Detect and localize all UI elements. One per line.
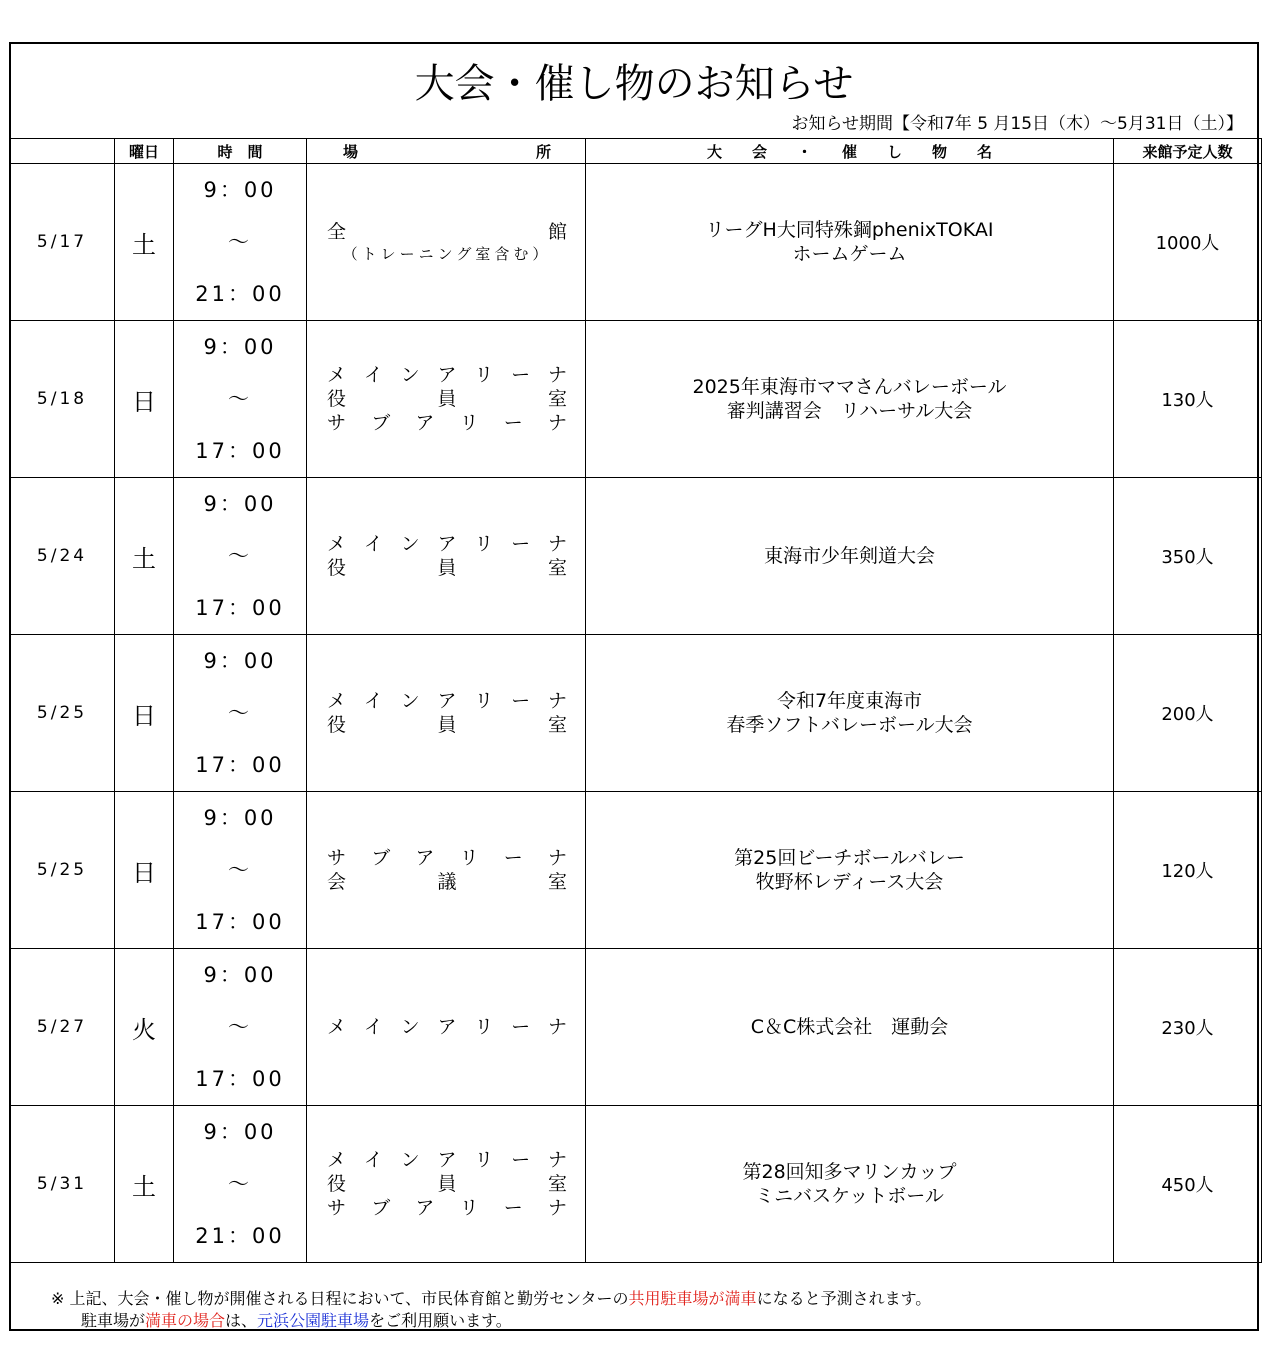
- table-row: [10, 478, 1262, 635]
- note-segment: になると予測されます。: [756, 1289, 932, 1308]
- event-name-line: 審判講習会 リハーサル大会: [726, 400, 973, 422]
- header-count: 来館予定人数: [1114, 139, 1262, 164]
- event-name-line: 牧野杯レディース大会: [755, 871, 944, 893]
- header-place-b: 所: [535, 142, 551, 161]
- event-day-of-week: 土: [115, 164, 174, 321]
- table-row: [10, 949, 1262, 1106]
- place-line: 会 議 室: [327, 871, 567, 893]
- event-name-line: 2025年東海市ママさんバレーボール: [692, 376, 1007, 398]
- event-name-line: ミニバスケットボール: [755, 1185, 944, 1207]
- expected-visitors: 450人: [1114, 1106, 1262, 1263]
- event-name-line: リーグH大同特殊鋼phenixTOKAI: [705, 219, 994, 241]
- place-line: 役 員 室: [327, 714, 567, 736]
- time-separator: ～: [228, 1172, 252, 1196]
- event-time: [174, 321, 307, 478]
- event-time: [174, 478, 307, 635]
- event-time: [174, 792, 307, 949]
- note-segment: 満車の場合: [145, 1311, 226, 1330]
- event-name: [586, 792, 1114, 949]
- place-line: 役 員 室: [327, 557, 567, 579]
- note-segment: をご利用願います。: [369, 1311, 512, 1330]
- expected-visitors: 1000人: [1114, 164, 1262, 321]
- page-title: 大会・催し物のお知らせ: [414, 61, 854, 107]
- table-row: [10, 321, 1262, 478]
- table-row: [10, 1106, 1262, 1263]
- time-start: 9：00: [203, 178, 277, 202]
- time-start: 9：00: [203, 963, 277, 987]
- place-line: 役 員 室: [327, 388, 567, 410]
- time-start: 9：00: [203, 492, 277, 516]
- event-date: 5/24: [10, 478, 115, 635]
- event-day-of-week: 火: [115, 949, 174, 1106]
- time-start: 9：00: [203, 335, 277, 359]
- notice-sheet: [9, 42, 1259, 1331]
- time-end: 21：00: [195, 282, 285, 306]
- event-name-line: 春季ソフトバレーボール大会: [726, 714, 973, 736]
- expected-visitors: 200人: [1114, 635, 1262, 792]
- event-name: [586, 1106, 1114, 1263]
- event-date: 5/18: [10, 321, 115, 478]
- place-line: サ ブ ア リ ー ナ: [327, 1197, 567, 1219]
- time-end: 17：00: [195, 439, 285, 463]
- note-segment: 元浜公園駐車場: [257, 1311, 370, 1330]
- time-start: 9：00: [203, 806, 277, 830]
- event-date: 5/27: [10, 949, 115, 1106]
- event-name-line: ホームゲーム: [792, 243, 907, 265]
- event-name-line: 第25回ビーチボールバレー: [734, 847, 965, 869]
- expected-visitors: 230人: [1114, 949, 1262, 1106]
- event-place: [307, 792, 586, 949]
- event-name: [586, 321, 1114, 478]
- event-day-of-week: 日: [115, 321, 174, 478]
- event-day-of-week: 土: [115, 1106, 174, 1263]
- event-place: [307, 635, 586, 792]
- event-date: 5/17: [10, 164, 115, 321]
- event-date: 5/31: [10, 1106, 115, 1263]
- events-table: [9, 138, 1262, 1263]
- event-name: [586, 949, 1114, 1106]
- table-row: [10, 635, 1262, 792]
- expected-visitors: 130人: [1114, 321, 1262, 478]
- time-separator: ～: [228, 544, 252, 568]
- time-end: 17：00: [195, 1067, 285, 1091]
- note-segment: 駐車場が: [81, 1311, 146, 1330]
- event-name-line: 第28回知多マリンカップ: [742, 1161, 957, 1183]
- parking-note-line-1: [51, 1288, 931, 1310]
- header-date: [10, 139, 115, 164]
- time-end: 17：00: [195, 753, 285, 777]
- event-place: [307, 321, 586, 478]
- time-separator: ～: [228, 230, 252, 254]
- place-line: サ ブ ア リ ー ナ: [327, 847, 567, 869]
- header-time: 時 間: [174, 139, 307, 164]
- event-date: 5/25: [10, 792, 115, 949]
- place-note: （トレーニング室含む）: [342, 245, 552, 263]
- place-line: メ イ ン ア リ ー ナ: [327, 364, 567, 386]
- event-day-of-week: 日: [115, 635, 174, 792]
- note-segment: 共用駐車場が満車: [628, 1289, 757, 1308]
- event-name-line: 令和7年度東海市: [776, 690, 923, 712]
- event-name: [586, 635, 1114, 792]
- event-name-line: C＆C株式会社 運動会: [750, 1016, 949, 1038]
- notice-period: お知らせ期間【令和7年 5 月15日（木）～5月31日（土）】: [791, 114, 1243, 134]
- table-row: [10, 792, 1262, 949]
- event-date: 5/25: [10, 635, 115, 792]
- event-time: [174, 949, 307, 1106]
- event-place: [307, 164, 586, 321]
- header-row: [10, 139, 1262, 164]
- place-line: 役 員 室: [327, 1173, 567, 1195]
- header-dow: 曜日: [115, 139, 174, 164]
- time-separator: ～: [228, 1015, 252, 1039]
- event-time: [174, 164, 307, 321]
- parking-notes: [51, 1288, 931, 1332]
- place-line: メ イ ン ア リ ー ナ: [327, 533, 567, 555]
- time-end: 17：00: [195, 910, 285, 934]
- place-line: メ イ ン ア リ ー ナ: [327, 1149, 567, 1171]
- time-separator: ～: [228, 387, 252, 411]
- note-segment: は、: [225, 1311, 258, 1330]
- event-time: [174, 635, 307, 792]
- table-row: [10, 164, 1262, 321]
- event-place: [307, 1106, 586, 1263]
- event-place: [307, 949, 586, 1106]
- place-line: 全 館: [327, 221, 567, 243]
- time-start: 9：00: [203, 649, 277, 673]
- time-separator: ～: [228, 858, 252, 882]
- header-place: [307, 139, 586, 164]
- expected-visitors: 120人: [1114, 792, 1262, 949]
- events-body: [10, 164, 1262, 1263]
- event-name: [586, 478, 1114, 635]
- header-event: 大 会 ・ 催 し 物 名: [586, 139, 1114, 164]
- time-start: 9：00: [203, 1120, 277, 1144]
- place-line: メ イ ン ア リ ー ナ: [327, 690, 567, 712]
- time-end: 21：00: [195, 1224, 285, 1248]
- event-day-of-week: 日: [115, 792, 174, 949]
- note-segment: ※ 上記、大会・催し物が開催される日程において、市民体育館と勤労センターの: [51, 1289, 629, 1308]
- event-place: [307, 478, 586, 635]
- expected-visitors: 350人: [1114, 478, 1262, 635]
- event-name: [586, 164, 1114, 321]
- place-line: サ ブ ア リ ー ナ: [327, 412, 567, 434]
- time-end: 17：00: [195, 596, 285, 620]
- place-line: メ イ ン ア リ ー ナ: [327, 1016, 567, 1038]
- event-time: [174, 1106, 307, 1263]
- event-day-of-week: 土: [115, 478, 174, 635]
- time-separator: ～: [228, 701, 252, 725]
- event-name-line: 東海市少年剣道大会: [763, 545, 935, 567]
- header-place-a: 場: [343, 142, 445, 161]
- parking-note-line-2: [51, 1310, 931, 1332]
